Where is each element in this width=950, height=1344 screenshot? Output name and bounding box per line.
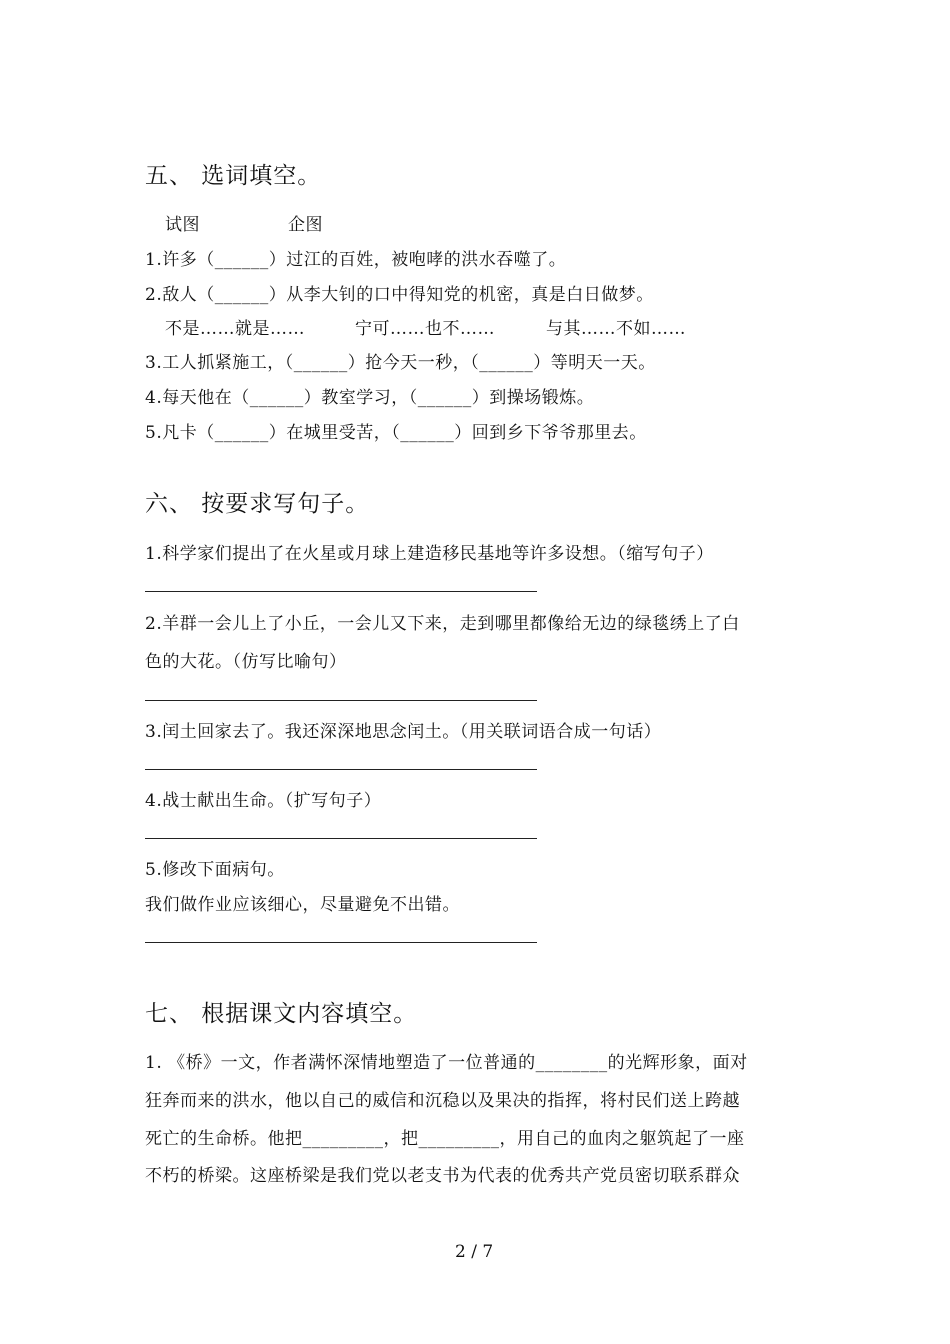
- answer-line[interactable]: [145, 700, 537, 701]
- page-number: 2 / 7: [455, 1242, 494, 1262]
- wordbank-phrase: 不是……就是……: [165, 319, 305, 339]
- question-6-2-line1: 2.羊群一会儿上了小丘，一会儿又下来，走到哪里都像给无边的绿毯绣上了白: [145, 614, 740, 634]
- question-6-5: 5.修改下面病句。: [145, 860, 285, 880]
- section5-heading: 五、 选词填空。: [145, 163, 322, 189]
- question-6-4: 4.战士献出生命。（扩写句子）: [145, 791, 382, 811]
- question-5-4: 4.每天他在（______）教室学习，（______）到操场锻炼。: [145, 388, 595, 408]
- wordbank-word: 试图: [165, 215, 200, 235]
- fill-text-line: 死亡的生命桥。他把_________，把_________，用自己的血肉之躯筑起了一座: [145, 1129, 745, 1149]
- fill-text-line: 狂奔而来的洪水，他以自己的威信和沉稳以及果决的指挥，将村民们送上跨越: [145, 1091, 740, 1111]
- wordbank-phrase: 宁可……也不……: [355, 319, 495, 339]
- question-6-3: 3.闰土回家去了。我还深深地思念闰土。（用关联词语合成一句话）: [145, 722, 662, 742]
- fill-text-line: 不朽的桥梁。这座桥梁是我们党以老支书为代表的优秀共产党员密切联系群众: [145, 1166, 740, 1186]
- sick-sentence: 我们做作业应该细心，尽量避免不出错。: [145, 895, 460, 915]
- question-5-5: 5.凡卡（______）在城里受苦，（______）回到乡下爷爷那里去。: [145, 423, 647, 443]
- question-5-3: 3.工人抓紧施工，（______）抢今天一秒，（______）等明天一天。: [145, 353, 656, 373]
- wordbank-word: 企图: [288, 215, 323, 235]
- question-6-1: 1.科学家们提出了在火星或月球上建造移民基地等许多设想。（缩写句子）: [145, 544, 714, 564]
- wordbank-phrase: 与其……不如……: [546, 319, 686, 339]
- answer-line[interactable]: [145, 769, 537, 770]
- answer-line[interactable]: [145, 591, 537, 592]
- answer-line[interactable]: [145, 942, 537, 943]
- fill-text-line: 1. 《桥》一文，作者满怀深情地塑造了一位普通的________的光辉形象，面对: [145, 1053, 748, 1073]
- question-6-2-line2: 色的大花。（仿写比喻句）: [145, 652, 347, 672]
- question-5-2: 2.敌人（______）从李大钊的口中得知党的机密，真是白日做梦。: [145, 285, 654, 305]
- section6-heading: 六、 按要求写句子。: [145, 491, 370, 517]
- answer-line[interactable]: [145, 838, 537, 839]
- question-5-1: 1.许多（______）过江的百姓，被咆哮的洪水吞噬了。: [145, 250, 567, 270]
- section7-heading: 七、 根据课文内容填空。: [145, 1001, 418, 1027]
